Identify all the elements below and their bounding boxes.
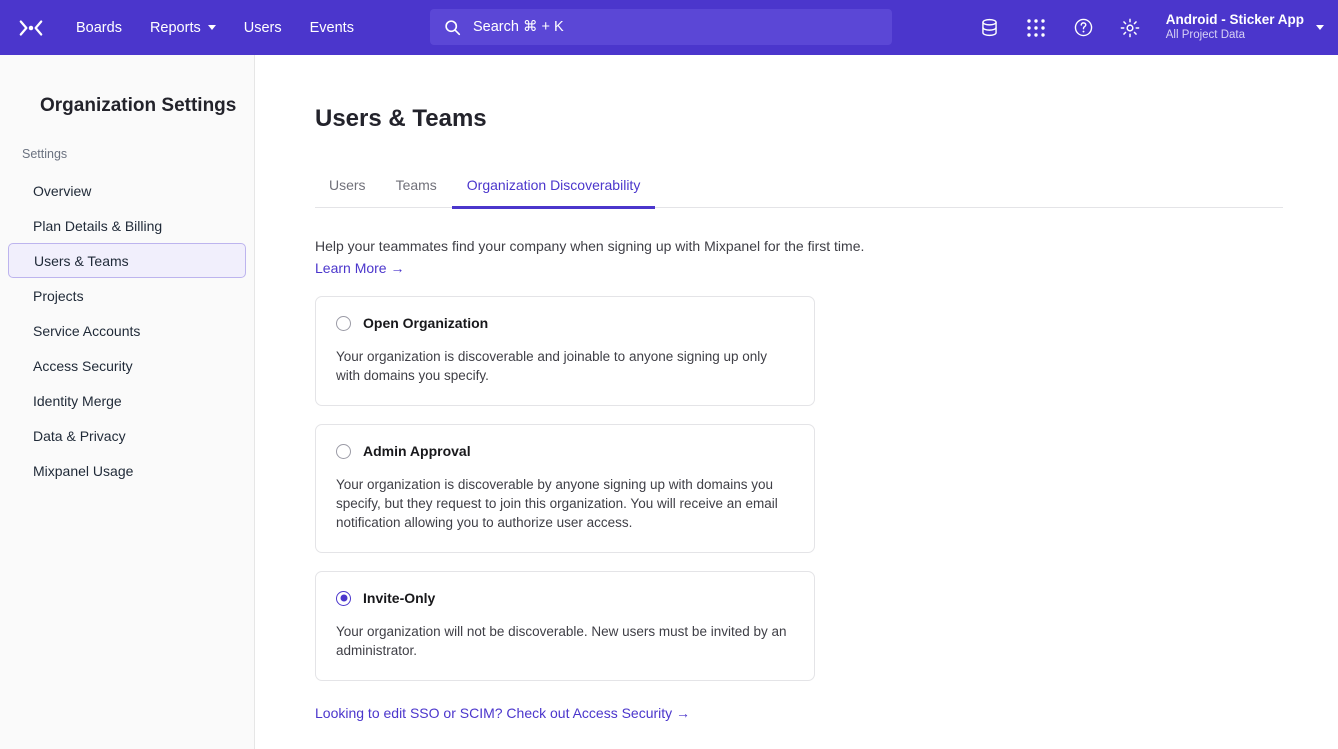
top-navigation-bar (0, 0, 1338, 55)
chevron-down-icon (1316, 25, 1324, 30)
sidebar-section-label: Settings (22, 147, 68, 161)
access-security-link[interactable]: Looking to edit SSO or SCIM? Check out Access Security → (315, 705, 691, 721)
help-text: Help your teammates find your company when signing up with Mixpanel for the first time. (315, 238, 865, 254)
sidebar-title: Organization Settings (40, 95, 237, 116)
settings-sidebar (0, 55, 255, 749)
nav-item-label: Boards (76, 19, 122, 36)
project-name: Android - Sticker App (1165, 12, 1304, 27)
help-icon-button[interactable] (1060, 0, 1107, 55)
sidebar-item-label: Overview (33, 182, 92, 199)
tab-label: Teams (395, 177, 437, 193)
radio-invite-only[interactable] (336, 591, 351, 606)
nav-item-events[interactable] (296, 14, 368, 42)
sidebar-item-users-teams[interactable] (8, 243, 246, 278)
sidebar-item-plan-details-billing[interactable] (8, 208, 246, 243)
option-title: Admin Approval (363, 443, 471, 459)
sidebar-item-data-privacy[interactable] (8, 418, 246, 453)
mixpanel-logo-icon (18, 15, 44, 41)
nav-item-label: Reports (149, 19, 201, 36)
project-scope: All Project Data (1165, 29, 1245, 41)
search-icon (444, 19, 461, 36)
option-header (336, 443, 794, 459)
sidebar-item-projects[interactable] (8, 278, 246, 313)
nav-item-reports[interactable] (136, 14, 230, 42)
tab-teams[interactable] (381, 177, 452, 207)
tab-bar (315, 168, 1283, 208)
learn-more-link[interactable]: Learn More → (315, 260, 405, 276)
sidebar-item-label: Users & Teams (34, 252, 129, 269)
tab-users[interactable] (315, 177, 381, 207)
apps-grid-icon-button[interactable] (1013, 0, 1060, 55)
radio-admin-approval[interactable] (336, 444, 351, 459)
sidebar-item-label: Projects (33, 287, 84, 304)
sidebar-item-access-security[interactable] (8, 348, 246, 383)
gear-icon (1119, 17, 1141, 39)
sidebar-item-label: Data & Privacy (33, 427, 126, 444)
sidebar-item-service-accounts[interactable] (8, 313, 246, 348)
nav-item-label: Users (243, 19, 282, 36)
option-card-invite-only[interactable] (315, 571, 815, 681)
radio-open-organization[interactable] (336, 316, 351, 331)
sidebar-item-label: Plan Details & Billing (33, 217, 163, 234)
option-title: Open Organization (363, 315, 489, 331)
sidebar-item-label: Identity Merge (33, 392, 122, 409)
sidebar-item-label: Access Security (33, 357, 133, 374)
mixpanel-logo[interactable] (0, 15, 62, 41)
chevron-down-icon (208, 25, 216, 30)
option-header (336, 590, 794, 606)
database-icon (979, 17, 1000, 38)
option-description: Your organization is discoverable by anyone signing up with domains you specify, but they request to join this organization. You will receive an email notification allowing you to authorize user access. (336, 477, 778, 530)
nav-item-boards[interactable] (62, 14, 136, 42)
search-input[interactable] (430, 9, 892, 45)
apps-grid-icon (1026, 18, 1046, 38)
sidebar-item-mixpanel-usage[interactable] (8, 453, 246, 488)
settings-icon-button[interactable] (1107, 0, 1154, 55)
help-circle-icon (1073, 17, 1094, 38)
sidebar-item-label: Service Accounts (33, 322, 141, 339)
tab-label: Organization Discoverability (466, 177, 641, 193)
nav-item-label: Events (309, 19, 354, 36)
search-placeholder: Search ⌘ + K (473, 19, 564, 35)
database-icon-button[interactable] (966, 0, 1013, 55)
option-title: Invite-Only (363, 590, 436, 606)
page-title: Users & Teams (315, 105, 487, 132)
top-nav-right-icons (966, 0, 1338, 55)
sidebar-item-label: Mixpanel Usage (33, 462, 134, 479)
main-content (255, 55, 1338, 749)
sidebar-item-identity-merge[interactable] (8, 383, 246, 418)
primary-nav-links (62, 14, 368, 42)
option-description: Your organization is discoverable and joinable to anyone signing up only with domains you specify. (336, 349, 768, 383)
option-card-open-organization[interactable] (315, 296, 815, 406)
sidebar-item-overview[interactable] (8, 173, 246, 208)
project-selector[interactable] (1154, 12, 1330, 43)
option-card-admin-approval[interactable] (315, 424, 815, 553)
option-description: Your organization will not be discoverable. New users must be invited by an administrator. (336, 624, 787, 658)
option-header (336, 315, 794, 331)
nav-item-users[interactable] (230, 14, 296, 42)
tab-organization-discoverability[interactable] (452, 177, 656, 207)
sidebar-items (0, 173, 254, 488)
tab-label: Users (329, 177, 366, 193)
